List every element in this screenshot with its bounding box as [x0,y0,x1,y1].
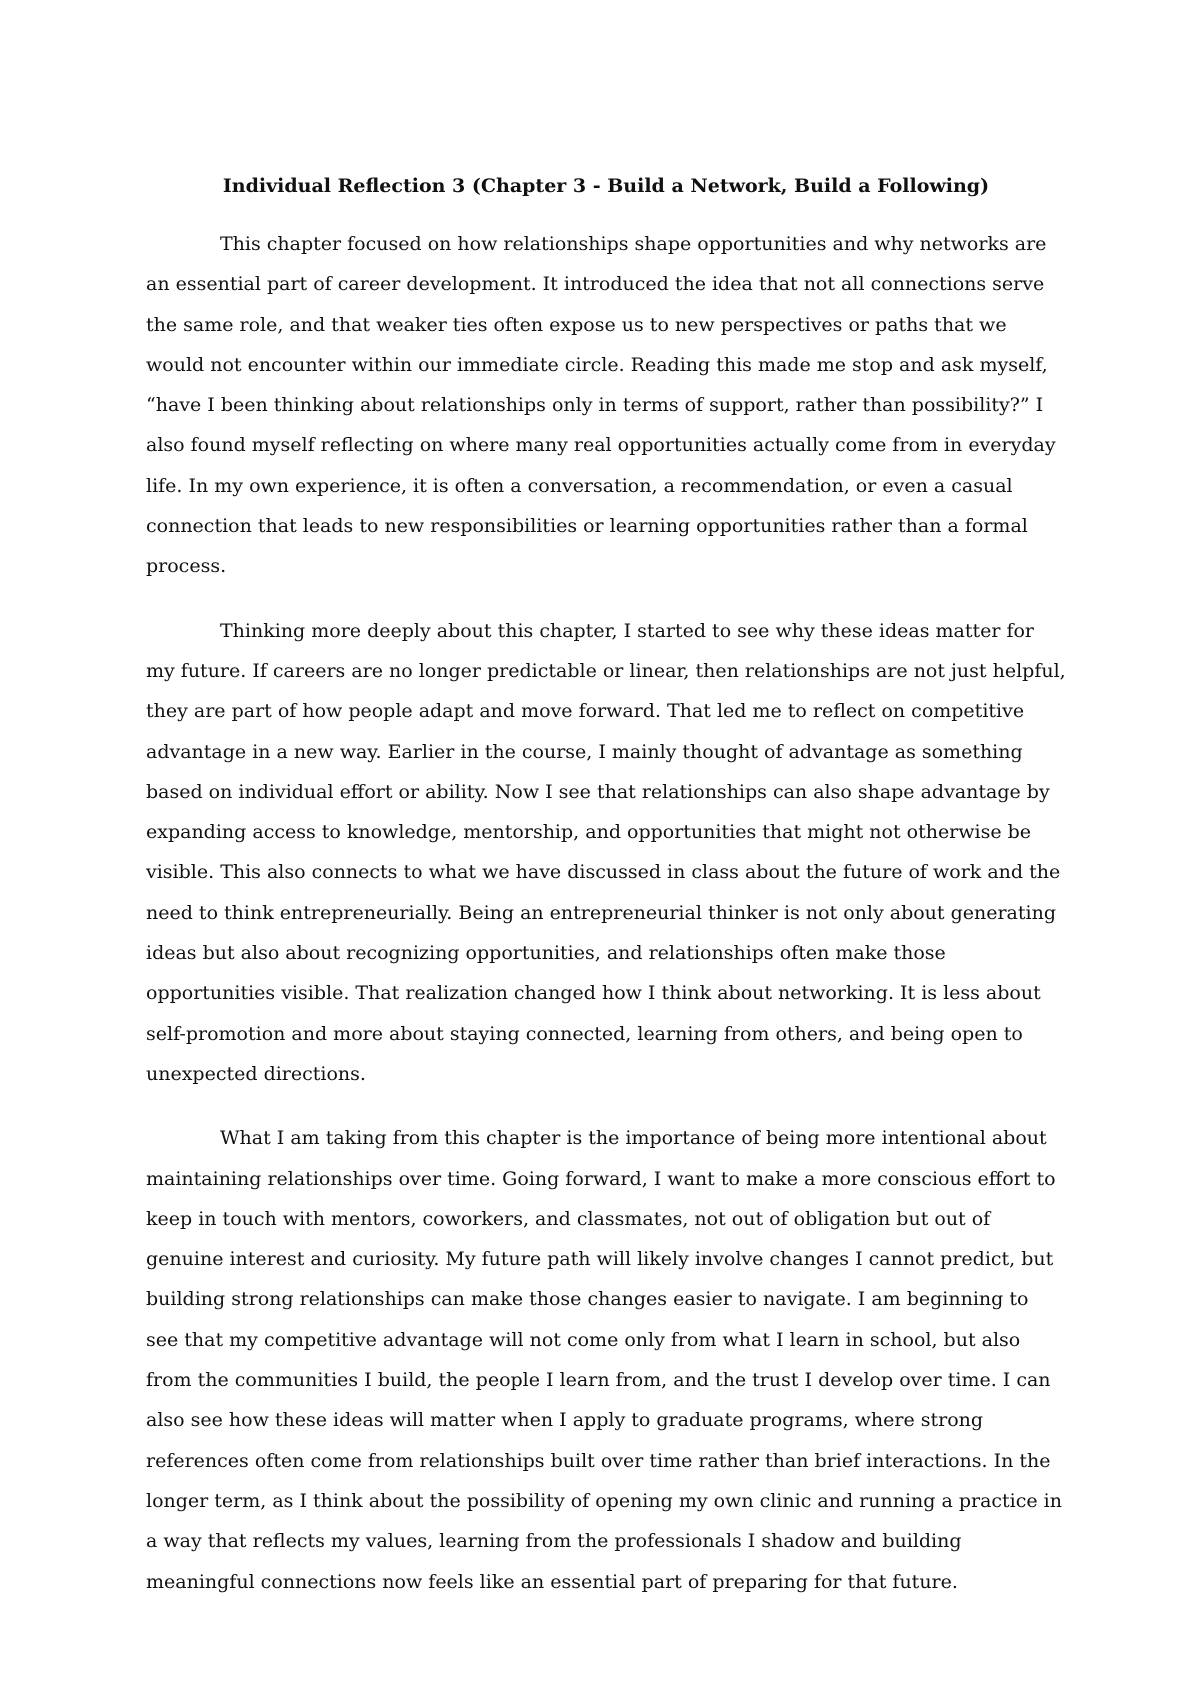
document-body [146,168,1066,1626]
paragraph-1: This chapter focused on how relationships shape opportunities and why networks are an essential part of career development. It introduced the idea that not all connections serve the same role, and that weaker ties often expose us to new perspectives or paths that we would not encounter within our immediate circle. Reading this made me stop and ask myself, “have I been thinking about relationships only in terms of support, rather than possibility?” I also found myself reflecting on where many real opportunities actually come from in everyday life. In my own experience, it is often a conversation, a recommendation, or even a casual connection that leads to new responsibilities or learning opportunities rather than a formal process. [146,233,1056,578]
paragraph-3: What I am taking from this chapter is the importance of being more intentional about maintaining relationships over time. Going forward, I want to make a more conscious effort to keep in touch with mentors, coworkers, and classmates, not out of obligation but out of genuine interest and curiosity. My future path will likely involve changes I cannot predict, but building strong relationships can make those changes easier to navigate. I am beginning to see that my competitive advantage will not come only from what I learn in school, but also from the communities I build, the people I learn from, and the trust I develop over time. I can also see how these ideas will matter when I apply to graduate programs, where strong references often come from relationships built over time rather than brief interactions. In the longer term, as I think about the possibility of opening my own clinic and running a practice in a way that reflects my values, learning from the professionals I shadow and building meaningful connections now feels like an essential part of preparing for that future. [146,1127,1062,1593]
document-title: Individual Reflection 3 (Chapter 3 - Build a Network, Build a Following) [222,175,990,197]
paragraph-2: Thinking more deeply about this chapter, I started to see why these ideas matter for my future. If careers are no longer predictable or linear, then relationships are not just helpful, they are part of how people adapt and move forward. That led me to reflect on competitive advantage in a new way. Earlier in the course, I mainly thought of advantage as something based on individual effort or ability. Now I see that relationships can also shape advantage by expanding access to knowledge, mentorship, and opportunities that might not otherwise be visible. This also connects to what we have discussed in class about the future of work and the need to think entrepreneurially. Being an entrepreneurial thinker is not only about generating ideas but also about recognizing opportunities, and relationships often make those opportunities visible. That realization changed how I think about networking. It is less about self-promotion and more about staying connected, learning from others, and being open to unexpected directions. [146,619,1066,1085]
